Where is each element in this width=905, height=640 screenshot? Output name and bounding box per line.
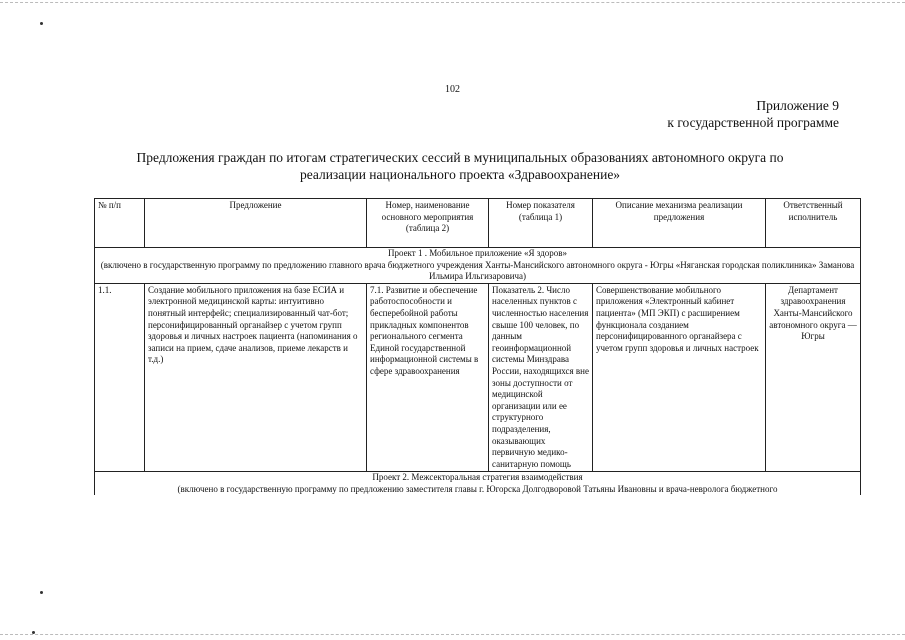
document-title <box>60 149 860 183</box>
header-executor: Ответственный исполнитель <box>766 199 861 248</box>
row-proposal: Создание мобильного приложения на базе ЕСИА и электронной медицинской карты: интуитивно понятный интерфейс; специализированный чат-бот; персонифицированный органайзер с учетом групп здоровья и личных настроек пациента (напоминания о записи на прием, сдаче анализов, приеме лекарств и т.д.) <box>145 283 367 472</box>
header-activity: Номер, наименование основного мероприятия (таблица 2) <box>367 199 489 248</box>
appendix-heading <box>667 97 839 131</box>
proposals-table <box>94 198 861 495</box>
project-1-note: (включено в государственную программу по предложению главного врача бюджетного учреждения Ханты-Мансийского автономного округа - Югры «Няганская городская поликлиника» Заманова Ильмира Ильгизаровича) <box>100 259 855 282</box>
row-mechanism: Совершенствование мобильного приложения «Электронный кабинет пациента» (МП ЭКП) с расширением функционала созданием персонифицированного органайзера с учетом групп здоровья и личных настроек <box>593 283 766 472</box>
project-2-cell <box>95 472 861 496</box>
project-1-title: Проект 1 . Мобильное приложение «Я здоров» <box>387 248 568 258</box>
row-activity: 7.1. Развитие и обеспечение работоспособности и бесперебойной работы прикладных компонентов регионального сегмента Единой государственной информационной системы в сфере здравоохранения <box>367 283 489 472</box>
title-line-2: реализации национального проекта «Здравоохранение» <box>299 167 621 182</box>
project-1-cell <box>95 248 861 284</box>
scan-speck <box>40 591 43 594</box>
scan-speck <box>40 22 43 25</box>
row-number: 1.1. <box>95 283 145 472</box>
project-2-note: (включено в государственную программу по предложению заместителя главы г. Югорска Долгодворовой Татьяны Ивановны и врача-невролога бюджетного <box>177 483 778 494</box>
project-2-title: Проект 2. Межсекторальная стратегия взаимодействия <box>372 472 583 483</box>
table-header-row <box>95 199 861 248</box>
table-row <box>95 283 861 472</box>
row-executor: Департамент здравоохранения Ханты-Мансийского автономного округа — Югры <box>766 283 861 472</box>
header-number: № п/п <box>95 199 145 248</box>
project-1-row <box>95 248 861 284</box>
row-indicator: Показатель 2. Число населенных пунктов с численностью населения свыше 100 человек, по данным геоинформационной системы Минздрава России, находящихся вне зоны доступности от медицинской организации или ее структурного подразделения, оказывающих первичную медико-санитарную помощь <box>489 283 593 472</box>
scan-top-edge <box>0 2 905 4</box>
header-proposal: Предложение <box>145 199 367 248</box>
appendix-line-1: Приложение 9 <box>756 98 839 113</box>
page-number: 102 <box>445 84 460 95</box>
header-mechanism: Описание механизма реализации предложения <box>593 199 766 248</box>
header-indicator: Номер показателя (таблица 1) <box>489 199 593 248</box>
project-2-row <box>95 472 861 496</box>
scan-bottom-edge <box>0 634 905 636</box>
appendix-line-2: к государственной программе <box>667 115 839 130</box>
title-line-1: Предложения граждан по итогам стратегических сессий в муниципальных образованиях автономного округа по <box>136 150 784 165</box>
